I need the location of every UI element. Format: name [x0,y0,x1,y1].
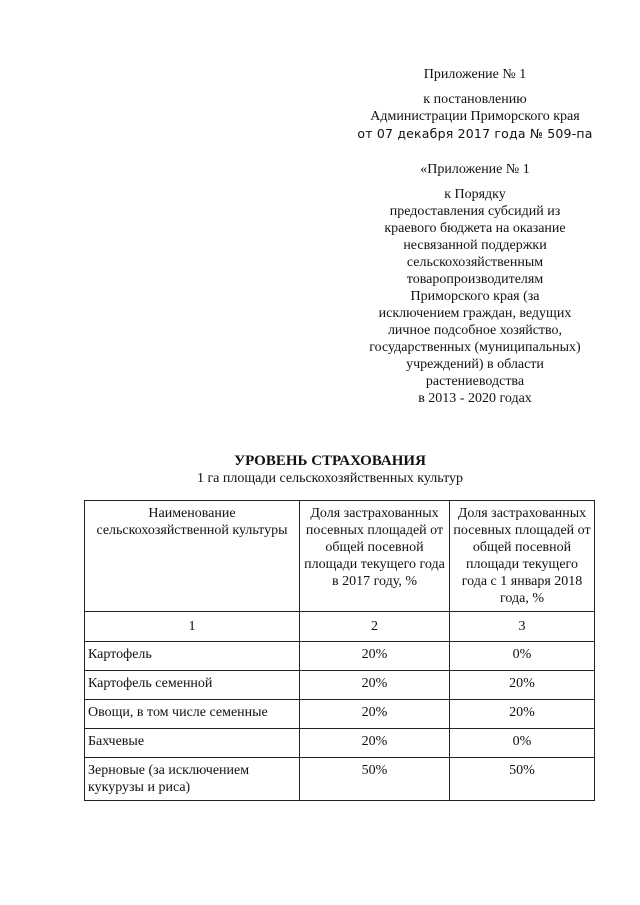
appendix-1-line: к постановлению [423,92,527,107]
appendix-2-line: товаропроизводителям [406,272,544,287]
appendix-1-block [330,66,620,142]
crop-name-cell: Картофель семенной [85,671,300,700]
header-crop-name: Наименование сельскохозяйственной культуры [85,501,300,612]
header-share-2017: Доля застрахованных посевных площадей от общей посевной площади текущего года в 2017 году, % [300,501,450,612]
share-2018-cell: 50% [450,758,595,801]
appendix-2-line: исключением граждан, ведущих [378,306,572,321]
share-2018-cell: 0% [450,642,595,671]
header-share-2018: Доля застрахованных посевных площадей от общей посевной площади текущего года с 1 января 2018 года, % [450,501,595,612]
appendix-1-title: Приложение № 1 [423,67,527,82]
share-2018-cell: 0% [450,729,595,758]
document-title: УРОВЕНЬ СТРАХОВАНИЯ [234,453,426,469]
appendix-2-line: к Порядку [444,187,506,202]
document-title-block [0,452,640,487]
appendix-2-line: предоставления субсидий из [389,204,561,219]
share-2018-cell: 20% [450,700,595,729]
appendix-2-line: сельскохозяйственным [406,255,544,270]
column-number: 3 [450,612,595,642]
crop-name-cell: Картофель [85,642,300,671]
appendix-2-title: «Приложение № 1 [420,162,530,177]
table-row [85,700,595,729]
table-row [85,671,595,700]
share-2017-cell: 20% [300,729,450,758]
table-row [85,758,595,801]
appendix-2-line: растениеводства [425,374,525,389]
table-row [85,729,595,758]
share-2017-cell: 20% [300,700,450,729]
crop-name-cell: Зерновые (за исключением кукурузы и риса) [85,758,300,801]
appendix-2-line: несвязанной поддержки [403,238,547,253]
column-number-row [85,612,595,642]
share-2017-cell: 20% [300,642,450,671]
table-header-row [85,501,595,612]
column-number: 1 [85,612,300,642]
appendix-2-line: государственных (муниципальных) [369,340,581,355]
appendix-2-line: учреждений) в области [406,357,544,372]
appendix-2-line: Приморского края (за [410,289,540,304]
appendix-2-line: в 2013 - 2020 годах [418,391,532,406]
document-subtitle: 1 га площади сельскохозяйственных культур [196,471,464,486]
crop-name-cell: Овощи, в том числе семенные [85,700,300,729]
appendix-2-line: краевого бюджета на оказание [384,221,566,236]
appendix-2-block [340,161,610,407]
appendix-2-line: личное подсобное хозяйство, [387,323,563,338]
appendix-1-date-line: от 07 декабря 2017 года № 509-па [357,126,593,141]
share-2018-cell: 20% [450,671,595,700]
share-2017-cell: 50% [300,758,450,801]
share-2017-cell: 20% [300,671,450,700]
insurance-level-table [84,500,595,801]
column-number: 2 [300,612,450,642]
appendix-1-line: Администрации Приморского края [370,109,580,124]
crop-name-cell: Бахчевые [85,729,300,758]
table-row [85,642,595,671]
